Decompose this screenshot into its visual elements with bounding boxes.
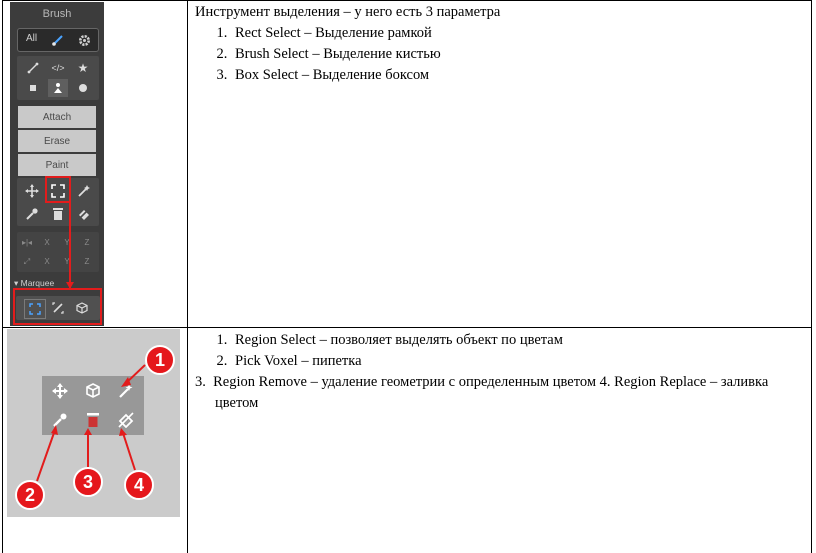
row2-item-3-line: 3. Region Remove – удаление геометрии с определенным цветом 4. Region Replace – заливка цветом [195, 374, 769, 411]
row2-text [195, 330, 795, 414]
row1-text [195, 2, 795, 86]
region-tools-screenshot [7, 329, 180, 517]
row1-item-1: 1. Rect Select – Выделение рамкой [231, 23, 795, 44]
code-icon[interactable]: </> [51, 63, 65, 73]
annotation-connector [0, 0, 120, 330]
axis-x-button[interactable]: X [44, 257, 50, 266]
annotation-badge-4: 4 [124, 470, 154, 500]
row1-item-2: 2. Brush Select – Выделение кистью [231, 44, 795, 65]
row2-item-2: 2. Pick Voxel – пипетка [231, 351, 795, 372]
table-border-top [2, 0, 812, 1]
row1-heading: Инструмент выделения – у него есть 3 параметра [195, 4, 501, 20]
all-filter-button[interactable]: All [26, 33, 38, 44]
row2-item-1: 1. Region Select – позволяет выделять объект по цветам [231, 330, 795, 351]
mirror-icon[interactable]: ▸|◂ [21, 238, 33, 247]
mirror-z-button[interactable]: Z [84, 238, 90, 247]
annotation-badge-1: 1 [145, 345, 175, 375]
annotation-badge-2: 2 [15, 480, 45, 510]
row-divider [2, 327, 812, 328]
marquee-label: ▾ Marquee [14, 278, 55, 288]
row2-item-3: Region Remove – удаление геометрии с определенным цветом 4. Region Replace – заливка цветом [213, 374, 769, 411]
mirror-y-button[interactable]: Y [64, 238, 70, 247]
axis-y-button[interactable]: Y [64, 257, 70, 266]
annotation-badge-3: 3 [73, 467, 103, 497]
table-border-right [811, 0, 812, 553]
panel-title: Brush [42, 8, 72, 20]
expand-icon[interactable]: ⤢ [23, 257, 31, 266]
star-icon[interactable]: ★ [77, 61, 89, 75]
axis-z-button[interactable]: Z [84, 257, 90, 266]
attach-button[interactable]: Attach [18, 106, 96, 128]
paint-button[interactable]: Paint [18, 154, 96, 176]
column-divider [187, 0, 188, 553]
mirror-x-button[interactable]: X [44, 238, 50, 247]
row1-item-3: 3. Box Select – Выделение боксом [231, 65, 795, 86]
erase-button[interactable]: Erase [18, 130, 96, 152]
